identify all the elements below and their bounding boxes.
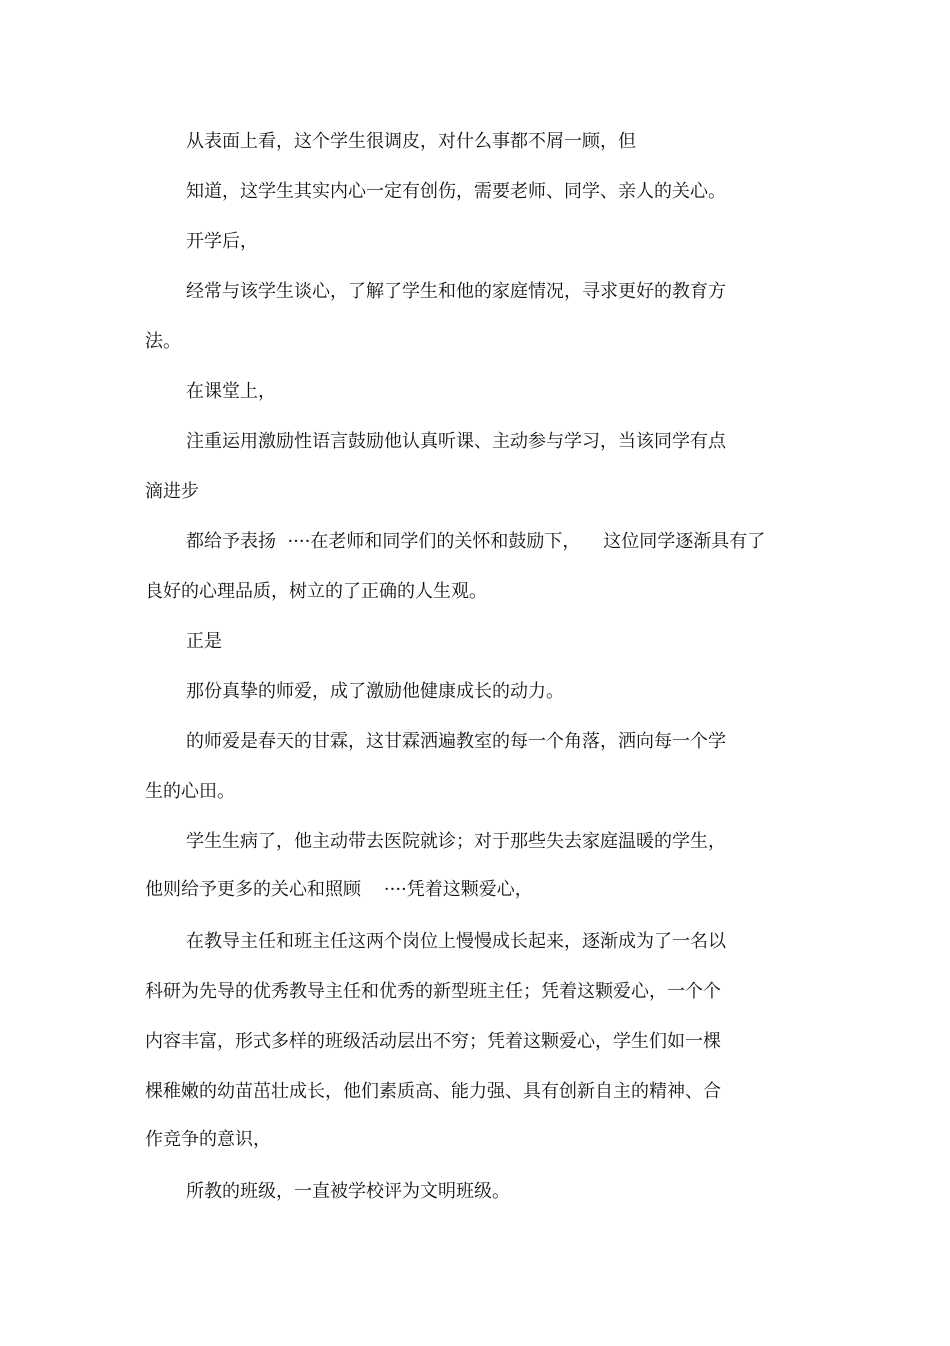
text-line-6: 在课堂上， (186, 381, 276, 402)
text-line-18: 科研为先导的优秀教导主任和优秀的新型班主任；凭着这颗爱心，一个个 (145, 981, 721, 1002)
text-line-12: 那份真挚的师爱，成了激励他健康成长的动力。 (186, 681, 564, 702)
text-line-9: 都给予表扬 ····在老师和同学们的关怀和鼓励下， 这位同学逐渐具有了 (186, 531, 766, 552)
text-line-3: 开学后， (186, 231, 258, 252)
text-line-11: 正是 (186, 631, 222, 652)
text-line-13: 的师爱是春天的甘霖，这甘霖洒遍教室的每一个角落，洒向每一个学 (186, 731, 726, 752)
text-line-8: 滴进步 (145, 481, 199, 502)
text-line-19: 内容丰富，形式多样的班级活动层出不穷；凭着这颗爱心，学生们如一棵 (145, 1031, 721, 1052)
text-line-15: 学生生病了，他主动带去医院就诊；对于那些失去家庭温暖的学生， (186, 831, 726, 852)
text-line-22: 所教的班级，一直被学校评为文明班级。 (186, 1181, 510, 1202)
text-line-21: 作竞争的意识， (145, 1129, 271, 1150)
text-line-10: 良好的心理品质，树立的了正确的人生观。 (145, 581, 487, 602)
text-line-7: 注重运用激励性语言鼓励他认真听课、主动参与学习，当该同学有点 (186, 431, 726, 452)
text-line-2: 知道，这学生其实内心一定有创伤，需要老师、同学、亲人的关心。 (186, 181, 726, 202)
text-line-17: 在教导主任和班主任这两个岗位上慢慢成长起来，逐渐成为了一名以 (186, 931, 726, 952)
text-line-14: 生的心田。 (145, 781, 235, 802)
text-line-1: 从表面上看，这个学生很调皮，对什么事都不屑一顾，但 (186, 131, 636, 152)
text-line-5: 法。 (145, 331, 181, 352)
text-line-16: 他则给予更多的关心和照顾 ····凭着这颗爱心， (145, 879, 533, 900)
text-line-4: 经常与该学生谈心，了解了学生和他的家庭情况，寻求更好的教育方 (186, 281, 726, 302)
text-line-20: 棵稚嫩的幼苗茁壮成长，他们素质高、能力强、具有创新自主的精神、合 (145, 1081, 721, 1102)
